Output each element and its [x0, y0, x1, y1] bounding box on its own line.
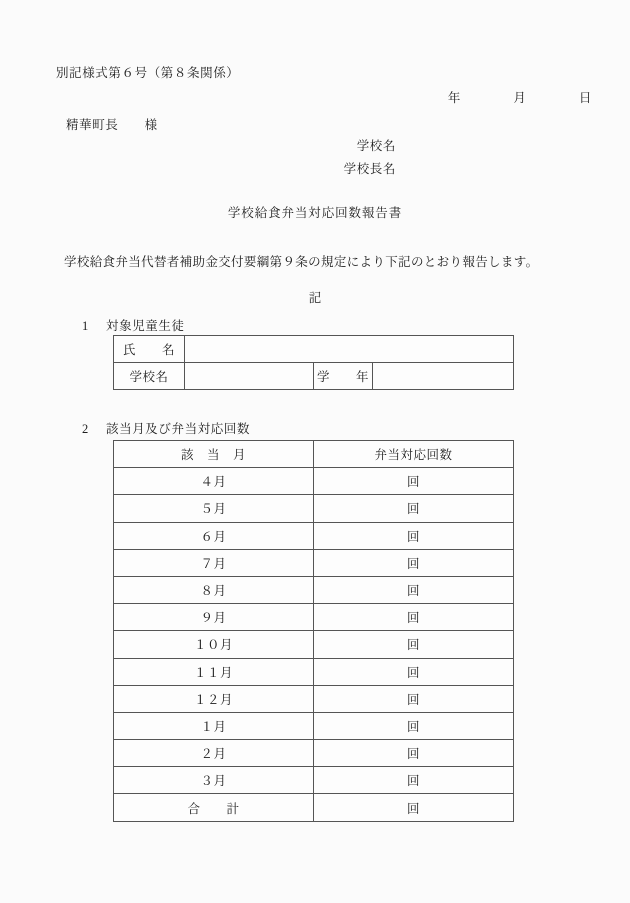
month-cell: ６月	[114, 522, 314, 549]
month-cell: ５月	[114, 495, 314, 522]
section-1-label: 対象児童生徒	[106, 319, 185, 333]
month-cell: ７月	[114, 549, 314, 576]
monthly-count-table	[113, 440, 514, 822]
name-label-cell: 氏 名	[114, 336, 185, 363]
table-row	[114, 658, 514, 685]
form-number: 別記様式第６号（第８条関係）	[56, 66, 240, 80]
month-cell: １１月	[114, 658, 314, 685]
section-1-number: 1	[82, 319, 89, 333]
section-1-heading	[82, 316, 185, 334]
table-row	[114, 549, 514, 576]
grade-label-cell: 学 年	[314, 363, 373, 390]
table-row	[114, 495, 514, 522]
table-row	[114, 685, 514, 712]
count-cell[interactable]: 回	[314, 712, 514, 739]
school-value-cell[interactable]	[185, 363, 314, 390]
ki-mark: 記	[308, 291, 322, 305]
table-header-row	[114, 441, 514, 468]
month-cell: ３月	[114, 767, 314, 794]
table-row	[114, 522, 514, 549]
count-cell[interactable]: 回	[314, 604, 514, 631]
table-row	[114, 767, 514, 794]
month-column-header: 該 当 月	[114, 441, 314, 468]
table-row	[114, 712, 514, 739]
count-cell[interactable]: 回	[314, 495, 514, 522]
count-cell[interactable]: 回	[314, 522, 514, 549]
section-2-label: 該当月及び弁当対応回数	[106, 422, 251, 436]
table-row	[114, 604, 514, 631]
principal-name-label: 学校長名	[343, 162, 396, 176]
count-cell[interactable]: 回	[314, 740, 514, 767]
month-cell: ２月	[114, 740, 314, 767]
page-title: 学校給食弁当対応回数報告書	[227, 206, 403, 220]
school-name-label: 学校名	[356, 139, 396, 153]
total-label-cell: 合 計	[114, 794, 314, 821]
month-cell: ８月	[114, 576, 314, 603]
count-cell[interactable]: 回	[314, 658, 514, 685]
total-count-cell[interactable]: 回	[314, 794, 514, 821]
addressee: 精華町長 様	[66, 118, 158, 132]
count-cell[interactable]: 回	[314, 576, 514, 603]
count-cell[interactable]: 回	[314, 767, 514, 794]
table-row	[114, 363, 514, 390]
section-2-number: 2	[82, 422, 89, 436]
body-paragraph: 学校給食弁当代替者補助金交付要綱第９条の規定により下記のとおり報告します。	[64, 255, 539, 269]
count-cell[interactable]: 回	[314, 549, 514, 576]
table-row	[114, 576, 514, 603]
name-value-cell[interactable]	[185, 336, 514, 363]
date-line: 年 月 日	[447, 91, 592, 105]
table-row	[114, 468, 514, 495]
subject-pupil-table	[113, 335, 514, 390]
month-cell: ９月	[114, 604, 314, 631]
count-cell[interactable]: 回	[314, 631, 514, 658]
table-row	[114, 631, 514, 658]
count-cell[interactable]: 回	[314, 685, 514, 712]
grade-value-cell[interactable]	[373, 363, 514, 390]
month-cell: １月	[114, 712, 314, 739]
month-cell: １０月	[114, 631, 314, 658]
school-label-cell: 学校名	[114, 363, 185, 390]
section-2-heading	[82, 419, 250, 437]
month-cell: ４月	[114, 468, 314, 495]
count-cell[interactable]: 回	[314, 468, 514, 495]
table-row	[114, 336, 514, 363]
count-column-header: 弁当対応回数	[314, 441, 514, 468]
table-row	[114, 740, 514, 767]
table-total-row	[114, 794, 514, 821]
month-cell: １２月	[114, 685, 314, 712]
